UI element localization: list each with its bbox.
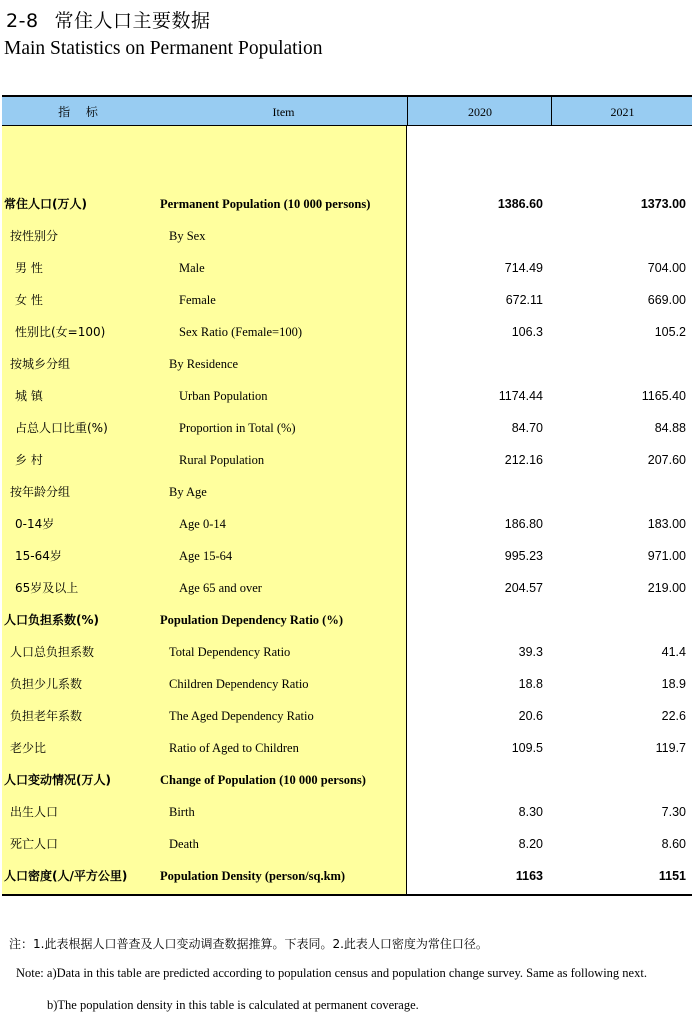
table-row	[2, 604, 692, 636]
row-label-en: Urban Population	[179, 389, 268, 403]
value-2020: 212.16	[504, 453, 543, 467]
table-row	[2, 476, 692, 508]
row-label-cn: 乡 村	[15, 453, 43, 467]
table-row	[2, 380, 692, 412]
value-2020: 8.20	[518, 837, 543, 851]
value-2021: 207.60	[647, 453, 686, 467]
table-row	[2, 572, 692, 604]
table-row	[2, 252, 692, 284]
statistics-table	[2, 95, 692, 896]
row-label-cn: 女 性	[15, 293, 43, 307]
title-english: Main Statistics on Permanent Population	[4, 38, 323, 59]
table-row	[2, 412, 692, 444]
row-label-en: Population Density (person/sq.km)	[160, 869, 346, 883]
row-label-en: Age 65 and over	[179, 581, 262, 595]
value-2020: 39.3	[518, 645, 543, 659]
row-label-en: Total Dependency Ratio	[169, 645, 291, 659]
value-2021: 1151	[658, 869, 686, 883]
value-2021: 41.4	[661, 645, 686, 659]
row-label-cn: 性别比(女=100)	[15, 325, 106, 339]
row-label-cn: 人口总负担系数	[10, 645, 95, 659]
value-2020: 8.30	[518, 805, 543, 819]
row-label-cn: 常住人口(万人)	[4, 197, 87, 211]
table-number: 2-8	[6, 10, 39, 32]
table-row	[2, 764, 692, 796]
table-row	[2, 444, 692, 476]
note-chinese: 注：1.此表根据人口普查及人口变动调查数据推算。下表同。2.此表人口密度为常住口径。	[9, 937, 488, 951]
value-2021: 7.30	[661, 805, 686, 819]
row-label-cn: 城 镇	[15, 389, 43, 403]
value-2021: 1373.00	[640, 197, 686, 211]
table-row	[2, 284, 692, 316]
row-label-cn: 按性别分	[10, 229, 59, 243]
row-label-en: Sex Ratio (Female=100)	[179, 325, 302, 339]
row-label-cn: 65岁及以上	[15, 581, 79, 595]
row-label-cn: 出生人口	[10, 805, 59, 819]
table-row	[2, 316, 692, 348]
row-label-cn: 15-64岁	[15, 549, 62, 563]
row-label-cn: 负担老年系数	[10, 709, 83, 723]
value-2020: 672.11	[505, 293, 543, 307]
value-2020: 714.49	[504, 261, 543, 275]
value-2021: 669.00	[647, 293, 686, 307]
row-label-cn: 占总人口比重(%)	[15, 421, 108, 435]
row-label-en: Death	[169, 837, 199, 851]
row-label-cn: 男 性	[15, 261, 43, 275]
value-2021: 22.6	[661, 709, 686, 723]
title-chinese: 常住人口主要数据	[54, 10, 211, 32]
value-2020: 18.8	[518, 677, 543, 691]
row-label-cn: 人口密度(人/平方公里)	[4, 869, 128, 883]
value-2020: 1163	[515, 869, 543, 883]
header-year-2020: 2020	[407, 97, 552, 125]
table-header	[2, 95, 692, 126]
value-2020: 109.5	[511, 741, 543, 755]
row-label-en: Age 15-64	[179, 549, 233, 563]
value-2021: 219.00	[647, 581, 686, 595]
table-body	[2, 126, 692, 896]
row-label-en: Permanent Population (10 000 persons)	[160, 197, 371, 211]
note-english-a: Note: a)Data in this table are predicted according to population census and population change survey. Same as following next.	[16, 966, 647, 980]
row-label-en: By Sex	[169, 229, 206, 243]
row-label-en: Population Dependency Ratio (%)	[160, 613, 343, 627]
table-row	[2, 508, 692, 540]
row-label-cn: 按年龄分组	[10, 485, 71, 499]
value-2021: 18.9	[661, 677, 686, 691]
value-2021: 183.00	[647, 517, 686, 531]
row-label-cn: 老少比	[10, 741, 47, 755]
row-label-en: Female	[179, 293, 216, 307]
row-label-en: By Residence	[169, 357, 239, 371]
row-label-cn: 负担少儿系数	[10, 677, 83, 691]
row-label-cn: 0-14岁	[15, 517, 55, 531]
value-2020: 20.6	[518, 709, 543, 723]
row-label-en: Change of Population (10 000 persons)	[160, 773, 366, 787]
header-indicator: 指 标	[58, 105, 104, 119]
table-row	[2, 860, 692, 892]
header-item: Item	[272, 105, 295, 119]
value-2020: 1174.44	[498, 389, 543, 403]
value-2020: 204.57	[504, 581, 543, 595]
value-2020: 106.3	[511, 325, 543, 339]
value-2020: 84.70	[511, 421, 543, 435]
value-2021: 84.88	[654, 421, 686, 435]
value-2020: 186.80	[504, 517, 543, 531]
row-label-cn: 人口负担系数(%)	[4, 613, 99, 627]
table-row	[2, 348, 692, 380]
value-2021: 704.00	[647, 261, 686, 275]
row-label-en: The Aged Dependency Ratio	[169, 709, 314, 723]
table-row	[2, 796, 692, 828]
row-label-en: Male	[179, 261, 205, 275]
table-row	[2, 828, 692, 860]
page-title	[6, 6, 211, 33]
row-label-cn: 按城乡分组	[10, 357, 71, 371]
row-label-en: Rural Population	[179, 453, 265, 467]
row-label-en: Age 0-14	[179, 517, 226, 531]
row-label-en: Ratio of Aged to Children	[169, 741, 299, 755]
value-2020: 995.23	[504, 549, 543, 563]
row-label-cn: 人口变动情况(万人)	[4, 773, 111, 787]
value-2021: 1165.40	[641, 389, 686, 403]
value-2021: 971.00	[647, 549, 686, 563]
row-label-en: Children Dependency Ratio	[169, 677, 309, 691]
row-label-en: By Age	[169, 485, 207, 499]
header-year-2021: 2021	[551, 97, 693, 125]
table-row	[2, 540, 692, 572]
note-english-b: b)The population density in this table is calculated at permanent coverage.	[47, 998, 419, 1012]
value-2021: 105.2	[654, 325, 686, 339]
table-row	[2, 668, 692, 700]
value-2021: 119.7	[655, 741, 686, 755]
row-label-en: Birth	[169, 805, 195, 819]
row-label-en: Proportion in Total (%)	[179, 421, 296, 435]
table-row	[2, 732, 692, 764]
value-2021: 8.60	[661, 837, 686, 851]
table-row	[2, 700, 692, 732]
table-row	[2, 188, 692, 220]
table-row	[2, 636, 692, 668]
row-label-cn: 死亡人口	[10, 837, 59, 851]
table-row	[2, 220, 692, 252]
value-2020: 1386.60	[497, 197, 543, 211]
